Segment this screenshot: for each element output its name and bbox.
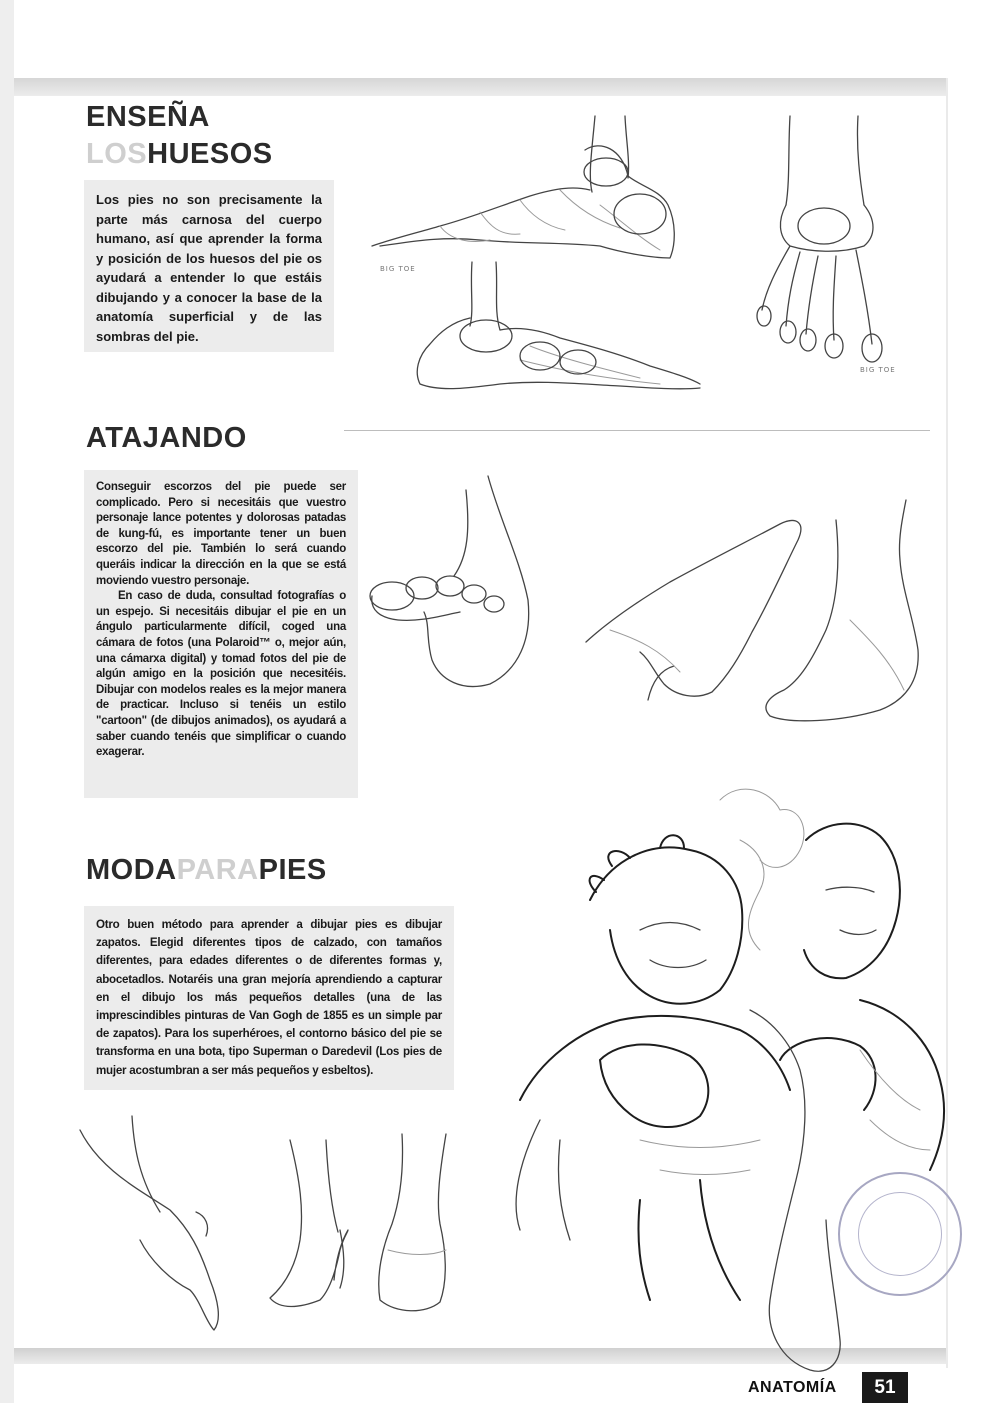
text-box-footwear [84,906,454,1090]
section-title-loshuesos [86,140,273,169]
skeleton-foot-angle-sketch [417,262,700,389]
top-gray-band [14,78,946,96]
shoe-ballet-sketch [80,1116,218,1330]
bottom-gray-band [14,1348,946,1364]
skeleton-foot-front-sketch [757,116,882,362]
left-margin-bar [0,0,14,1403]
footer-section-label: ANATOMÍA [748,1379,837,1396]
title-word-pies: PIES [258,854,327,886]
foreshortened-foot-front-sketch [370,476,529,687]
shoe-high-heel-sketch [270,1140,348,1307]
note-big-toe-2: BIG TOE [860,366,896,374]
page-number-badge: 51 [862,1372,908,1403]
foreshortened-foot-side-sketch [586,521,801,700]
paragraph-bones: Los pies no son precisamente la parte más carnosa del cuerpo humano, así que aprender la forma y posición de los huesos del pie os ayudará a entender lo que estáis dibujando y a conocer la base de la anatomía superficial y de las sombras del pie. [96,192,322,344]
text-box-bones [84,180,334,352]
library-stamp-inner [858,1192,942,1276]
text-box-foreshortening [84,470,358,798]
section-title-modaparapies [86,856,327,885]
right-edge-line [946,78,948,1368]
paragraph-foreshortening-2: En caso de duda, consultad fotografías o un espejo. Si necesitáis dibujar el pie en un ángulo particularmente difícil, coged una cámara de fotos (una Polaroid™ o, mejor aún, una cámarxa digital) y tomad fotos del pie de algún amigo en la posición que necesitéis. Dibujar con modelos reales es la mejor manera de practicar. Incluso si tenéis un estilo "cartoon" (de dibujos animados), os ayudará a saber cuando tenéis que simplificar o cuando exagerar. [96,590,346,759]
section-title-ensena [86,103,210,132]
foreshortened-foot-heel-sketch [766,500,918,721]
section-divider [344,430,930,431]
library-stamp [838,1172,962,1296]
title-word-moda: MODA [86,854,177,886]
title-word-atajando: ATAJANDO [86,422,247,454]
title-word-huesos: HUESOS [147,138,273,170]
shoe-flat-front-sketch [379,1134,446,1311]
title-word-para: PARA [176,854,259,886]
paragraph-footwear: Otro buen método para aprender a dibujar pies es dibujar zapatos. Elegid diferentes tipos de calzado, con tamaños diferentes, para edades diferentes o de diferentes formas y, abocetadlos. Notaréis una gran mejoría aprendiendo a capturar en el dibujo los más pequeños detalles (una de las imprescindibles pinturas de Van Gogh de 1855 es un simple par de zapatos). Para los superhéroes, el contorno básico del pie se transforma en una bota, tipo Superman o Daredevil (Los pies de mujer acostumbran a ser más pequeños y esbeltos). [96,918,442,1077]
skeleton-foot-side-sketch [372,116,674,258]
section-title-atajando [86,424,247,453]
title-word-ensena: ENSEÑA [86,101,210,133]
paragraph-foreshortening-1: Conseguir escorzos del pie puede ser complicado. Pero si necesitáis que vuestro personaje lance potentes y dolorosas patadas de kung-fú, es importante tener un buen escorzo del pie. También lo será cuando queráis indicar la dirección en la que se está moviendo vuestro personaje. [96,481,346,587]
note-big-toe-1: BIG TOE [380,265,416,273]
title-word-los: LOS [86,138,148,170]
